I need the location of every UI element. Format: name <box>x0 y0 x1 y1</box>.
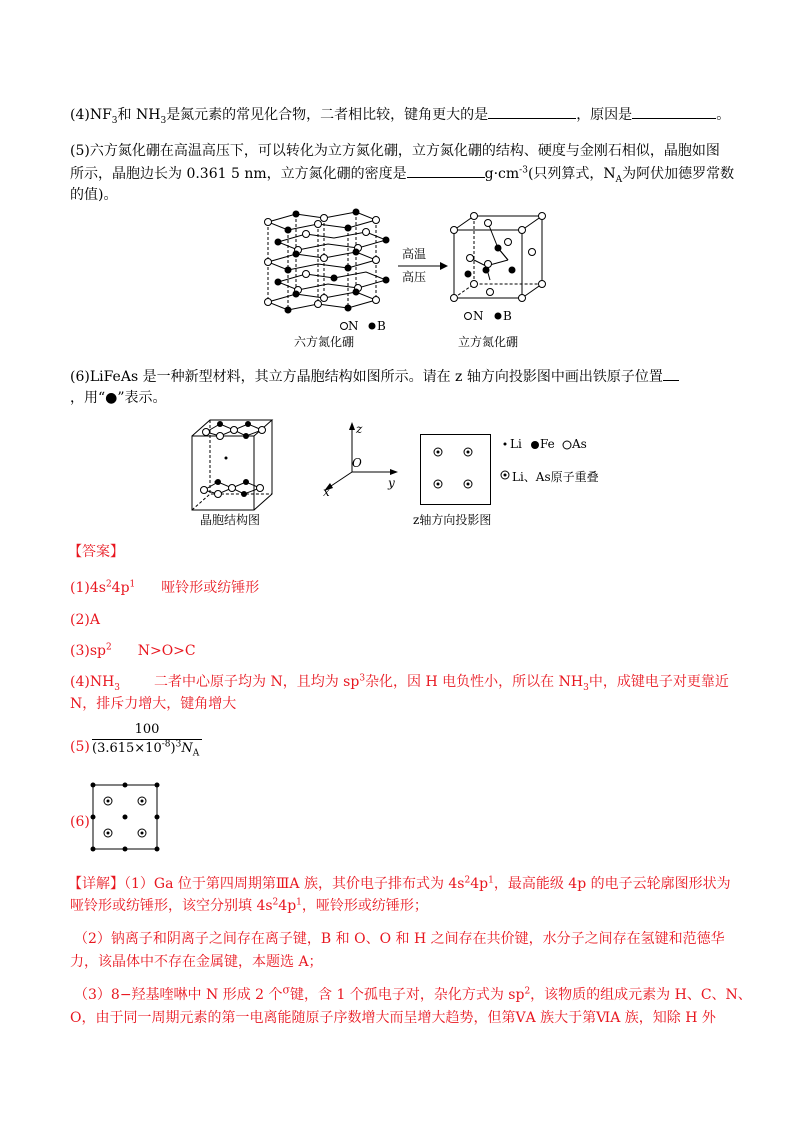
den-sup: -8 <box>161 739 171 750</box>
a4-t2: 杂化，因 H 电负性小，所以在 NH <box>365 674 584 690</box>
axis-y-label: y <box>388 476 395 490</box>
legend-n-marker <box>465 313 472 320</box>
a4-sub: 3 <box>114 682 121 693</box>
question-6-line-1 <box>70 366 679 387</box>
detail-paragraph-3-line-2: O，由于同一周期元素的第一电离能随原子序数增大而呈增大趋势，但第ⅤA 族大于第ⅥA 族，知除 H 外 <box>70 1010 716 1026</box>
q5-text-a: 所示，晶胞边长为 0.361 5 nm，立方氮化硼的密度是 <box>70 166 407 182</box>
question-5-line-1: (5)六方氮化硼在高温高压下，可以转化为立方氮化硼，立方氮化硼的结构、硬度与金刚石相似，晶胞如图 <box>70 143 720 159</box>
den-sup2: 3 <box>175 739 182 750</box>
lifeas-cell-figure <box>186 414 286 514</box>
z-projection-grid[interactable] <box>420 434 492 506</box>
legend-overlap: Li、As原子重叠 <box>512 470 599 484</box>
p3-b: 键，含 1 个孤电子对，杂化方式为 sp <box>290 987 525 1003</box>
answer-3 <box>70 641 196 661</box>
hexagonal-bn-lattice <box>268 212 386 310</box>
a4-t1: 二者中心原子均为 N，且均为 sp <box>154 674 360 690</box>
q4-text-d: ，原因是 <box>576 107 633 123</box>
den-c: N <box>181 741 193 756</box>
p1-l2b: 4p <box>278 898 297 914</box>
fraction-bar <box>92 739 202 740</box>
a1-mid: 4p <box>111 580 130 596</box>
legend-li: Li <box>510 437 522 451</box>
caption-hexagonal-bn: 六方氮化硼 <box>294 335 355 349</box>
answer-blank[interactable] <box>632 104 716 119</box>
answer-header: 【答案】 <box>68 544 124 560</box>
detail-paragraph-3-line-1 <box>74 985 752 1005</box>
detail-paragraph-1-line-1 <box>68 874 731 894</box>
answer-5-label: (5) <box>70 739 90 755</box>
q4-text-c: 是氮元素的常见化合物，二者相比较，键角更大的是 <box>166 107 489 123</box>
answer-5-fraction <box>92 722 202 757</box>
legend-n-marker <box>341 323 348 330</box>
fraction-denominator <box>92 741 202 757</box>
question-4 <box>70 104 730 125</box>
arrow-label-bottom: 高压 <box>402 270 427 284</box>
legend-fe: Fe <box>540 437 555 451</box>
legend-b-marker <box>369 323 376 330</box>
legend-n-label: N <box>473 309 484 323</box>
q5-unit-sup: -3 <box>519 165 528 176</box>
a1-sup1: 2 <box>105 579 112 590</box>
legend-n-label: N <box>348 319 359 333</box>
answer-4-line-2: N，排斥力增大，键角增大 <box>70 696 237 712</box>
a3-sup: 2 <box>105 642 112 653</box>
answer-6-label: (6) <box>70 814 90 830</box>
a1-sup2: 1 <box>129 579 136 590</box>
a4-sup: 3 <box>359 673 366 684</box>
p3-sup: 2 <box>524 986 531 997</box>
a4-sub2: 3 <box>583 682 589 693</box>
legend-b-marker <box>495 313 502 320</box>
answer-4-line-1 <box>70 672 729 692</box>
caption-cell-structure: 晶胞结构图 <box>200 513 261 527</box>
q5-sub-a: A <box>615 174 623 185</box>
q5-text-c: (只列算式，N <box>527 166 616 182</box>
den-b: ) <box>170 741 176 756</box>
legend-as: As <box>572 437 587 451</box>
caption-cubic-bn: 立方氮化硼 <box>458 335 519 349</box>
answer-1 <box>70 578 259 598</box>
p3-c: ，该物质的组成元素为 H、C、N、 <box>530 987 752 1003</box>
q4-text-e: 。 <box>716 107 731 123</box>
question-5-line-2 <box>70 163 734 184</box>
legend-as-marker <box>562 440 572 450</box>
den-a: (3.615×10 <box>92 741 162 756</box>
p1-c: ，最高能级 4p 的电子云轮廓图形状为 <box>493 876 731 892</box>
p1-b: 4p <box>470 876 489 892</box>
axis-origin-label: O <box>352 456 362 470</box>
q4-text-a: (4)NF <box>70 107 112 123</box>
p1-l2c: ，哑铃形或纺锤形； <box>301 898 428 914</box>
q4-text-b: 和 NH <box>117 107 161 123</box>
p1-sup2: 1 <box>488 875 494 886</box>
q5-unit: g·cm <box>484 166 520 182</box>
fraction-numerator: 100 <box>134 722 160 737</box>
answer-blank[interactable] <box>488 104 576 119</box>
a1-pre: (1)4s <box>70 580 106 596</box>
p1-l2sup2: 1 <box>296 897 302 908</box>
q5-text-d: 为阿伏加德罗常数 <box>622 166 735 182</box>
p1-a: （1）Ga 位于第四周期第ⅢA 族，其价电子排布式为 4s <box>124 876 465 892</box>
a4-pre: (4)NH <box>70 674 115 690</box>
question-6-line-2: ，用“●”表示。 <box>70 390 167 406</box>
den-sub: A <box>192 748 200 759</box>
q6-text: (6)LiFeAs 是一种新型材料，其立方晶胞结构如图所示。请在 z 轴方向投影图中画出铁原子位置 <box>70 369 663 385</box>
answer-2: (2)A <box>70 612 100 628</box>
axis-x-label: x <box>323 485 330 499</box>
legend-b-label: B <box>377 319 386 333</box>
detail-paragraph-2-line-1: （2）钠离子和阴离子之间存在离子键，B 和 O、O 和 H 之间存在共价键，水分子之间存在氢键和范德华 <box>74 931 725 947</box>
p3-sigma: σ <box>282 983 291 997</box>
detail-header: 【详解】 <box>68 876 124 892</box>
answer-blank[interactable] <box>407 163 485 178</box>
p1-sup1: 2 <box>464 875 471 886</box>
answer-blank[interactable] <box>663 366 679 381</box>
a4-t3: 中，成键电子对更靠近 <box>588 674 729 690</box>
caption-z-projection: z轴方向投影图 <box>413 513 492 527</box>
p1-l2a: 哑铃形或纺锤形，该空分别填 4s <box>70 898 273 914</box>
q4-sub-1: 3 <box>111 115 118 126</box>
question-5-line-3: 的值)。 <box>70 187 118 203</box>
q4-sub-2: 3 <box>160 115 167 126</box>
legend-b-label: B <box>503 309 512 323</box>
cubic-bn-atoms <box>451 213 546 302</box>
a1-text: 哑铃形或纺锤形 <box>161 580 260 596</box>
answer-6-projection <box>88 780 162 854</box>
a3-text: N>O>C <box>137 643 196 659</box>
detail-paragraph-1-line-2 <box>70 896 428 916</box>
legend-fe-marker <box>530 440 540 450</box>
arrow-label-top: 高温 <box>402 247 427 261</box>
p1-l2sup1: 2 <box>272 897 279 908</box>
p3-a: （3）8−羟基喹啉中 N 形成 2 个 <box>74 987 283 1003</box>
detail-paragraph-2-line-2: 力，该晶体中不存在金属键，本题选 A； <box>70 954 323 970</box>
axis-z-label: z <box>356 422 363 436</box>
a3-pre: (3)sp <box>70 643 106 659</box>
